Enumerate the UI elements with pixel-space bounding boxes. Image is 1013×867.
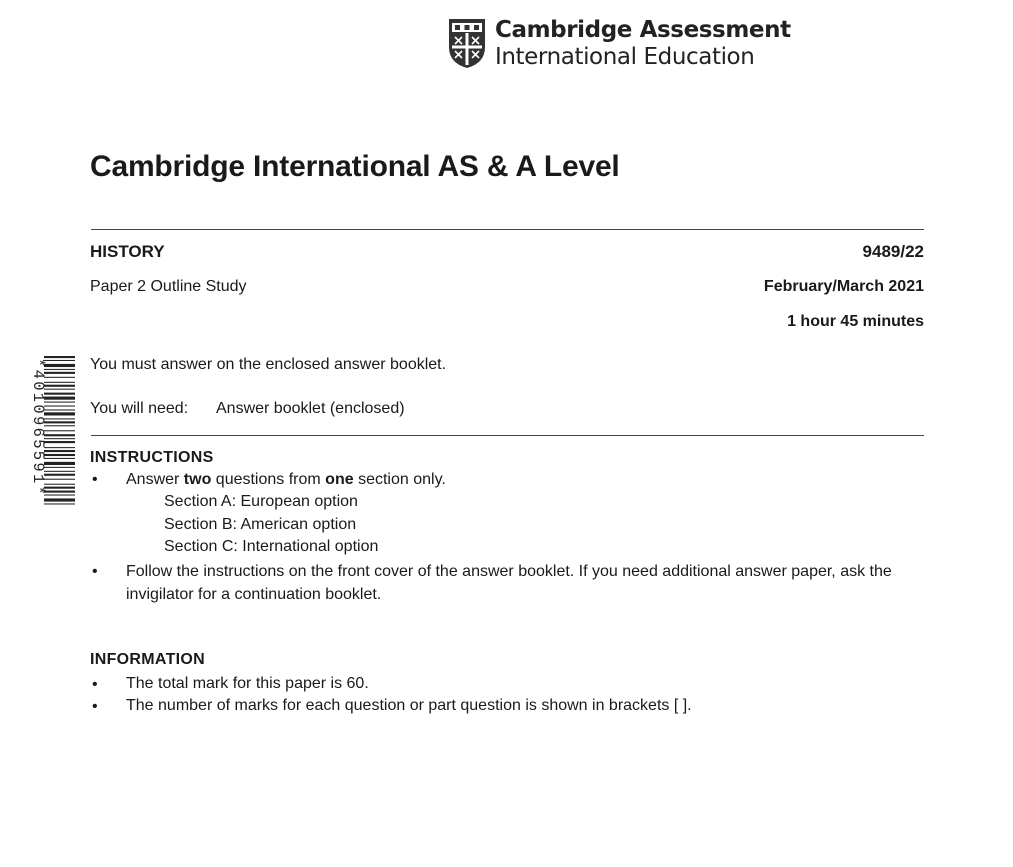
section-a: Section A: European option xyxy=(164,493,358,510)
emphasis-two: two xyxy=(183,471,212,488)
barcode-bar xyxy=(44,393,75,395)
barcode-bar xyxy=(44,412,75,415)
text-part: questions from xyxy=(211,471,326,488)
logo-line-1: Cambridge Assessment xyxy=(495,17,791,43)
barcode-bar xyxy=(44,495,75,496)
barcode-digits: *4010965591* xyxy=(29,358,47,498)
barcode-bar xyxy=(44,441,75,443)
section-b: Section B: American option xyxy=(164,516,357,533)
instruction-bullet-1 xyxy=(126,468,446,491)
barcode-bar xyxy=(44,397,75,400)
instruction-bullet-2: Follow the instructions on the front cover of the answer booklet. If you need additional answer paper, ask the invigilator for a continuation booklet. xyxy=(126,563,892,603)
barcode xyxy=(28,356,76,564)
need-label: You will need: xyxy=(90,400,189,417)
information-heading: INFORMATION xyxy=(90,651,205,668)
barcode-bar xyxy=(44,364,75,367)
need-value: Answer booklet (enclosed) xyxy=(216,400,405,417)
exam-duration: 1 hour 45 minutes xyxy=(787,313,924,330)
barcode-bar xyxy=(44,430,75,431)
barcode-bar xyxy=(44,385,75,387)
barcode-bar xyxy=(44,447,75,448)
barcode-bar xyxy=(44,471,75,472)
exam-session: February/March 2021 xyxy=(763,278,924,295)
barcode-bar xyxy=(44,474,75,476)
barcode-bar xyxy=(44,503,75,504)
barcode-bar xyxy=(44,418,75,419)
information-bullet-2: The number of marks for each question or part question is shown in brackets [ ]. xyxy=(126,697,692,714)
barcode-bar xyxy=(44,484,75,485)
text-part: Answer xyxy=(126,471,184,488)
barcode-bar xyxy=(44,425,75,426)
emphasis-one: one xyxy=(325,471,354,488)
bullet-icon: • xyxy=(92,676,98,693)
you-will-need xyxy=(90,400,405,418)
barcode-bar xyxy=(44,462,75,465)
bullet-icon: • xyxy=(92,698,98,715)
cambridge-crest-icon xyxy=(447,17,487,69)
barcode-bar xyxy=(44,356,75,358)
bullet-icon: • xyxy=(92,471,98,488)
barcode-bar xyxy=(44,406,75,407)
barcode-bar xyxy=(44,389,75,390)
text-part: section only. xyxy=(353,471,446,488)
barcode-bar xyxy=(44,382,75,383)
barcode-bar xyxy=(44,450,75,452)
section-c: Section C: International option xyxy=(164,538,379,555)
information-bullet-1: The total mark for this paper is 60. xyxy=(126,675,369,692)
barcode-bar xyxy=(44,467,75,468)
barcode-bar xyxy=(44,438,75,439)
barcode-bar xyxy=(44,360,75,361)
barcode-bar xyxy=(44,377,75,378)
top-rule xyxy=(91,229,924,230)
barcode-bar xyxy=(44,434,75,436)
barcode-bar xyxy=(44,487,75,489)
paper-name: Paper 2 Outline Study xyxy=(90,278,247,295)
logo-line-2: International Education xyxy=(495,44,755,70)
subject-name: HISTORY xyxy=(90,242,165,261)
barcode-bar xyxy=(44,479,75,480)
barcode-bar xyxy=(44,409,75,410)
barcode-bar xyxy=(44,369,75,370)
barcode-bar xyxy=(44,498,75,501)
instructions-rule xyxy=(91,435,924,436)
barcode-bar xyxy=(44,402,75,403)
paper-code: 9489/22 xyxy=(862,242,924,261)
qualification-title: Cambridge International AS & A Level xyxy=(90,150,620,183)
barcode-bar xyxy=(44,458,75,459)
barcode-bar xyxy=(44,421,75,423)
barcode-bar xyxy=(44,372,75,374)
barcode-bar xyxy=(44,491,75,493)
cambridge-logo xyxy=(447,17,791,71)
instructions-heading: INSTRUCTIONS xyxy=(90,449,214,466)
answer-note: You must answer on the enclosed answer booklet. xyxy=(90,356,447,373)
bullet-icon: • xyxy=(92,563,98,580)
barcode-bar xyxy=(44,454,75,456)
